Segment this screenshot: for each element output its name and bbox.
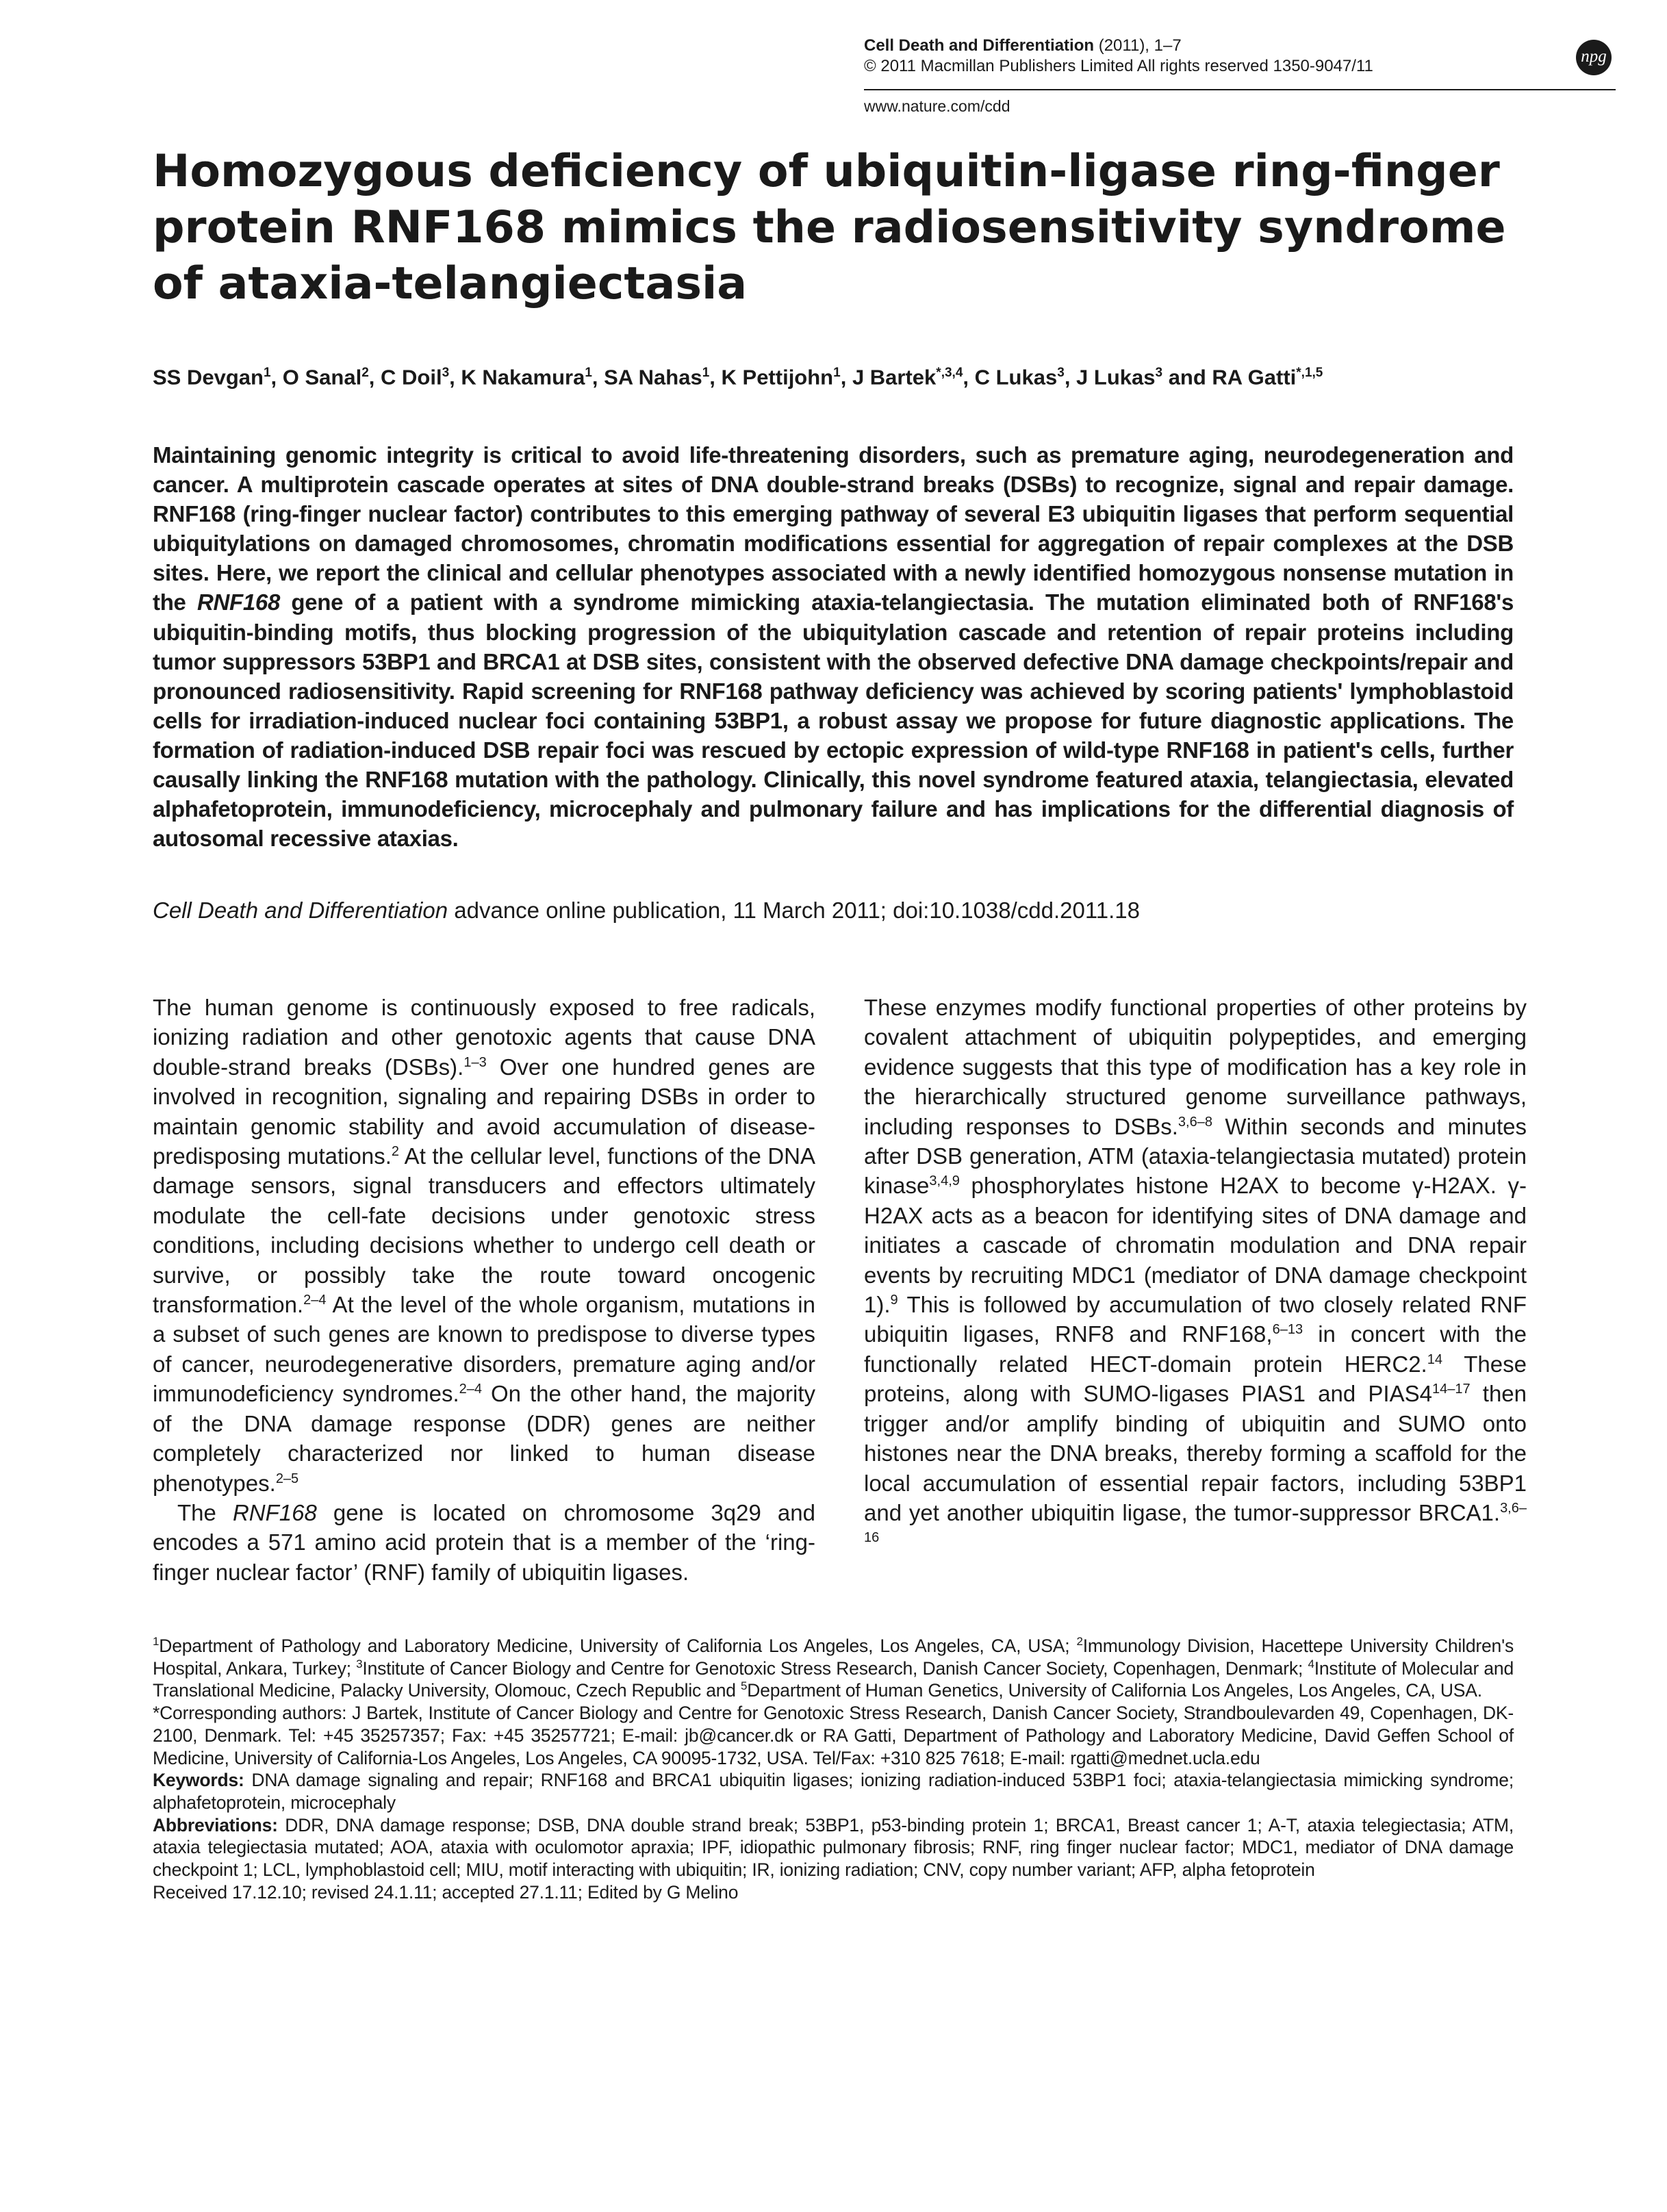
author-affiliation: 3 <box>442 366 450 380</box>
author-name: K Nakamura <box>461 365 585 390</box>
citation-line <box>153 895 1514 926</box>
body-text: On the other hand, the majority of the DNA damage response (DDR) genes are neither completely characterized nor linked to human disease phenotypes. <box>153 1381 815 1496</box>
author-name: C Lukas <box>974 365 1058 390</box>
author-name: SS Devgan <box>153 365 264 390</box>
author-affiliation: 1 <box>263 366 271 380</box>
affiliation-text: Department of Human Genetics, University of California Los Angeles, Los Angeles, CA, USA. <box>747 1680 1482 1701</box>
affiliation-marker: 5 <box>741 1679 748 1693</box>
author-affiliation: 1 <box>833 366 841 380</box>
body-text: These enzymes modify functional properties of other proteins by covalent attachment of ubiquitin polypeptides, and emerging evidence suggests that this type of modification has a key role in the hierarchically structured genome surveillance pathways, including responses to DSBs. <box>864 995 1527 1139</box>
author-name: SA Nahas <box>604 365 702 390</box>
reference-marker[interactable]: 1–3 <box>463 1054 487 1070</box>
corresponding-authors: *Corresponding authors: J Bartek, Institute of Cancer Biology and Centre for Genotoxic Stress Research, Danish Cancer Society, Strandboulevarden 49, Copenhagen, DK-2100, Denmark. Tel: +45 35257357; Fax: +45 35257721; E-mail: jb@cancer.dk or RA Gatti, Department of Pathology and Laboratory Medicine, David Geffen School of Medicine, University of California-Los Angeles, Los Angeles, CA 90095-1732, USA. Tel/Fax: +310 825 7618; E-mail: rgatti@mednet.ucla.edu <box>153 1703 1514 1768</box>
citation-details: advance online publication, 11 March 2011; doi:10.1038/cdd.2011.18 <box>448 898 1141 923</box>
body-text: phosphorylates histone H2AX to become γ-H2AX. γ-H2AX acts as a beacon for identifying sites of DNA damage and initiates a cascade of chromatin modulation and DNA repair events by recruiting MDC1 (mediator of DNA damage checkpoint 1). <box>864 1173 1527 1318</box>
article-title: Homozygous deficiency of ubiquitin-ligase ring-finger protein RNF168 mimics the radiosensitivity syndrome of ataxia-telangiectasia <box>153 146 1506 309</box>
reference-marker[interactable]: 2–5 <box>275 1471 299 1486</box>
reference-marker[interactable]: 6–13 <box>1272 1322 1303 1338</box>
reference-marker[interactable]: 14–17 <box>1431 1382 1471 1397</box>
copyright-line: © 2011 Macmillan Publishers Limited All rights reserved 1350-9047/11 <box>864 57 1373 75</box>
body-text: At the cellular level, functions of the DNA damage sensors, signal transducers and effectors ultimately modulate the cell-fate decisions under genotoxic stress conditions, including decisions whether to undergo cell death or survive, or possibly take the route toward oncogenic transformation. <box>153 1143 816 1318</box>
npg-logo: npg <box>1576 40 1612 75</box>
body-text: then trigger and/or amplify binding of ubiquitin and SUMO onto histones near the DNA breaks, thereby forming a scaffold for the local accumulation of essential repair factors, including 53BP1 and yet another ubiquitin ligase, the tumor-suppressor BRCA1. <box>864 1381 1527 1525</box>
reference-marker[interactable]: 2–4 <box>303 1293 327 1308</box>
author-name: J Bartek <box>852 365 937 390</box>
reference-marker[interactable]: 3,4,9 <box>929 1173 960 1189</box>
affiliation-text: Institute of Cancer Biology and Centre for Genotoxic Stress Research, Danish Cancer Society, Copenhagen, Denmark; <box>362 1657 1308 1679</box>
body-text: This is followed by accumulation of two closely related RNF ubiquitin ligases, RNF8 and RNF168, <box>864 1292 1527 1347</box>
body-paragraph <box>153 1498 815 1587</box>
body-column-right <box>864 993 1527 1558</box>
abbreviations-text: DDR, DNA damage response; DSB, DNA double strand break; 53BP1, p53-binding protein 1; BRCA1, Breast cancer 1; A-T, ataxia telegiectasia; ATM, ataxia telegiectasia mutated; AOA, ataxia with oculomotor apraxia; IPF, idiopathic pulmonary fibrosis; RNF, ring finger nuclear factor; MDC1, mediator of DNA damage checkpoint 1; LCL, lymphoblastoid cell; MIU, motif interacting with ubiquitin; IR, ionizing radiation; CNV, copy number variant; AFP, alpha fetoprotein <box>153 1814 1514 1881</box>
affiliation-text: Immunology Division, Hacettepe University Children's Hospital, Ankara, Turkey; <box>153 1636 1514 1679</box>
body-text: Over one hundred genes are involved in recognition, signaling and repairing DSBs in order to maintain genomic stability and avoid accumulation of disease-predisposing mutations. <box>153 1054 815 1169</box>
reference-marker[interactable]: 2–4 <box>459 1382 483 1397</box>
author-affiliation: 3 <box>1155 366 1163 380</box>
affiliation-marker: 1 <box>153 1635 160 1649</box>
author-affiliation: *,3,4 <box>936 366 963 380</box>
body-text: in concert with the functionally related HECT-domain protein HERC2. <box>864 1321 1527 1377</box>
body-paragraph <box>864 993 1527 1558</box>
citation-journal: Cell Death and Differentiation <box>153 898 448 923</box>
reference-marker[interactable]: 14 <box>1427 1351 1442 1367</box>
reference-marker[interactable]: 3,6–8 <box>1178 1114 1212 1130</box>
author-name: K Pettijohn <box>721 365 834 390</box>
gene-name: RNF168 <box>196 589 281 615</box>
affiliation-marker: 4 <box>1308 1657 1314 1670</box>
author-name: J Lukas <box>1076 365 1156 390</box>
abstract-text: Maintaining genomic integrity is critical to avoid life-threatening disorders, such as premature aging, neurodegeneration and cancer. A multiprotein cascade operates at sites of DNA double-strand breaks (DSBs) to recognize, signal and repair damage. RNF168 (ring-finger nuclear factor) contributes to this emerging pathway of several E3 ubiquitin ligases that perform sequential ubiquitylations on damaged chromosomes, chromatin modifications essential for aggregation of repair complexes at the DSB sites. Here, we report the clinical and cellular phenotypes associated with a newly identified homozygous nonsense mutation in the <box>153 442 1514 615</box>
keywords <box>153 1769 1514 1814</box>
journal-line <box>864 36 1616 56</box>
author-affiliation: *,1,5 <box>1296 366 1323 380</box>
journal-url[interactable]: www.nature.com/cdd <box>864 97 1010 115</box>
reference-marker[interactable]: 3,6–16 <box>864 1500 1527 1546</box>
affiliations <box>153 1635 1514 1702</box>
author-list: SS Devgan$^1$, O Sanal$^2$, C Doil$^3$, K Nakamura$^1$, SA Nahas$^1$, K Pettijohn$^1$, J Bartek$^{*,3,4}$, C Lukas$^3$, J Lukas$^3$ and RA Gatti$^{*,1,5}$ <box>153 365 1323 390</box>
author-affiliation: 1 <box>585 366 592 380</box>
journal-name: Cell Death and Differentiation <box>864 36 1095 55</box>
body-text: Within seconds and minutes after DSB generation, ATM (ataxia-telangiectasia mutated) protein kinase <box>864 1113 1527 1199</box>
author-affiliation: 3 <box>1057 366 1065 380</box>
affiliation-text: Department of Pathology and Laboratory Medicine, University of California Los Angeles, Los Angeles, CA, USA; <box>159 1636 1077 1656</box>
body-text: The human genome is continuously exposed to free radicals, ionizing radiation and other genotoxic agents that cause DNA double-strand breaks (DSBs). <box>153 995 815 1080</box>
abstract-text: gene of a patient with a syndrome mimicking ataxia-telangiectasia. The mutation eliminated both of RNF168's ubiquitin-binding motifs, thus blocking progression of the ubiquitylation cascade and retention of repair proteins including tumor suppressors 53BP1 and BRCA1 at DSB sites, consistent with the observed defective DNA damage checkpoints/repair and pronounced radiosensitivity. Rapid screening for RNF168 pathway deficiency was achieved by scoring patients' lymphoblastoid cells for irradiation-induced nuclear foci containing 53BP1, a robust assay we propose for future diagnostic applications. The formation of radiation-induced DSB repair foci was rescued by ectopic expression of wild-type RNF168 in patient's cells, further causally linking the RNF168 mutation with the pathology. Clinically, this novel syndrome featured ataxia, telangiectasia, elevated alphafetoprotein, immunodeficiency, microcephaly and pulmonary failure and has implications for the differential diagnosis of autosomal recessive ataxias. <box>153 589 1514 852</box>
gene-name: RNF168 <box>232 1499 317 1525</box>
affiliation-marker: 3 <box>356 1657 363 1670</box>
reference-marker[interactable]: 2 <box>391 1144 399 1160</box>
footnotes <box>153 1635 1514 1903</box>
author-name: C Doil <box>381 365 442 390</box>
body-text: gene is located on chromosome 3q29 and encodes a 571 amino acid protein that is a member of the ‘ring-finger nuclear factor’ (RNF) family of ubiquitin ligases. <box>153 1499 815 1585</box>
received-dates: Received 17.12.10; revised 24.1.11; accepted 27.1.11; Edited by G Melino <box>153 1881 739 1903</box>
journal-masthead <box>864 36 1616 77</box>
abbreviations-label: Abbreviations: <box>153 1814 278 1835</box>
body-column-left <box>153 993 815 1587</box>
author-name: O Sanal <box>282 365 362 390</box>
body-text: At the level of the whole organism, mutations in a subset of such genes are known to predispose to diverse types of cancer, neurodegenerative disorders, premature aging and/or immunodeficiency syndromes. <box>153 1292 815 1407</box>
author-affiliation: 1 <box>702 366 710 380</box>
body-text: These proteins, along with SUMO-ligases PIAS1 and PIAS4 <box>864 1351 1527 1407</box>
body-paragraph <box>153 993 815 1498</box>
abbreviations <box>153 1814 1514 1881</box>
journal-year-pages: (2011), 1–7 <box>1094 36 1182 55</box>
abstract <box>153 440 1514 853</box>
body-text: The <box>177 1499 233 1525</box>
masthead-rule <box>864 89 1616 90</box>
affiliation-marker: 2 <box>1076 1635 1083 1649</box>
keywords-label: Keywords: <box>153 1770 244 1791</box>
reference-marker[interactable]: 9 <box>890 1293 898 1308</box>
author-affiliation: 2 <box>361 366 369 380</box>
keywords-text: DNA damage signaling and repair; RNF168 and BRCA1 ubiquitin ligases; ionizing radiation-induced 53BP1 foci; ataxia-telangiectasia mimicking syndrome; alphafetoprotein, microcephaly <box>153 1770 1514 1813</box>
author-name: RA Gatti <box>1212 365 1297 390</box>
affiliation-text: Institute of Molecular and Translational Medicine, Palacky University, Olomouc, Czech Republic and <box>153 1657 1514 1701</box>
